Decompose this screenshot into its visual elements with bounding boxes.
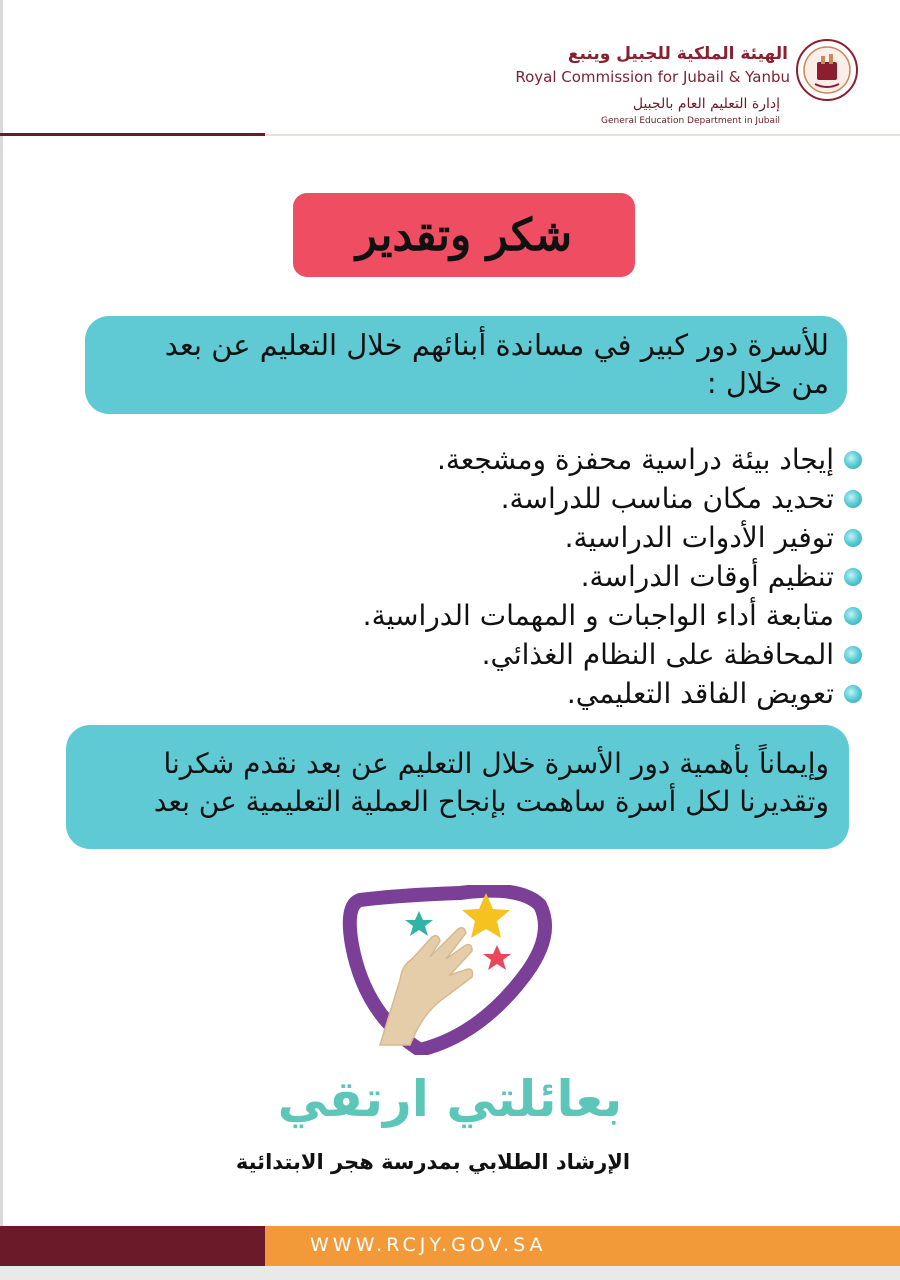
list-item-text: توفير الأدوات الدراسية.: [564, 521, 834, 554]
list-item: [242, 557, 862, 596]
closing-line-1: وإيماناً بأهمية دور الأسرة خلال التعليم عن بعد نقدم شكرنا: [163, 747, 829, 780]
closing-line-2: وتقديرنا لكل أسرة ساهمت بإنجاح العملية التعليمية عن بعد: [153, 785, 829, 818]
royal-commission-emblem-icon: [795, 38, 859, 102]
bullet-icon: [844, 685, 862, 703]
list-item: [242, 440, 862, 479]
page-title: شكر وتقدير: [355, 209, 573, 261]
header-divider-accent: [0, 133, 265, 136]
intro-line-1: للأسرة دور كبير في مساندة أبنائهم خلال التعليم عن بعد: [164, 328, 829, 362]
brand-name: بعائلتي ارتقي: [277, 1070, 623, 1128]
list-item: [242, 518, 862, 557]
list-item: [242, 674, 862, 713]
closing-box: [66, 725, 849, 849]
hand-reaching-stars-logo-icon: [340, 885, 560, 1055]
header: [0, 0, 900, 140]
website-link[interactable]: WWW.RCJY.GOV.SA: [310, 1234, 547, 1256]
footer-bottom-strip: [0, 1266, 900, 1280]
intro-box: [85, 316, 847, 414]
list-item: [242, 479, 862, 518]
org-name-arabic: الهيئة الملكية للجبيل وينبع: [567, 44, 788, 64]
department-name-arabic: إدارة التعليم العام بالجبيل: [632, 96, 780, 112]
bullet-icon: [844, 529, 862, 547]
bullet-icon: [844, 646, 862, 664]
list-item-text: تعويض الفاقد التعليمي.: [566, 677, 834, 710]
list-item-text: المحافظة على النظام الغذائي.: [481, 638, 834, 671]
bullet-icon: [844, 568, 862, 586]
school-subtitle: الإرشاد الطلابي بمدرسة هجر الابتدائية: [235, 1150, 631, 1174]
title-banner: [293, 193, 635, 277]
list-item-text: متابعة أداء الواجبات و المهمات الدراسية.: [362, 599, 834, 632]
bullet-icon: [844, 607, 862, 625]
list-item-text: تحديد مكان مناسب للدراسة.: [500, 482, 834, 515]
list-item-text: تنظيم أوقات الدراسة.: [580, 560, 834, 593]
intro-line-2: من خلال :: [706, 366, 829, 400]
bullet-icon: [844, 451, 862, 469]
bullet-icon: [844, 490, 862, 508]
org-name-english: Royal Commission for Jubail & Yanbu: [515, 68, 790, 86]
department-name-english: General Education Department in Jubail: [601, 116, 780, 126]
list-item: [242, 635, 862, 674]
list-item-text: إيجاد بيئة دراسية محفزة ومشجعة.: [437, 443, 834, 476]
list-item: [242, 596, 862, 635]
footer-maroon-band: [0, 1226, 265, 1266]
support-list: [242, 440, 862, 713]
